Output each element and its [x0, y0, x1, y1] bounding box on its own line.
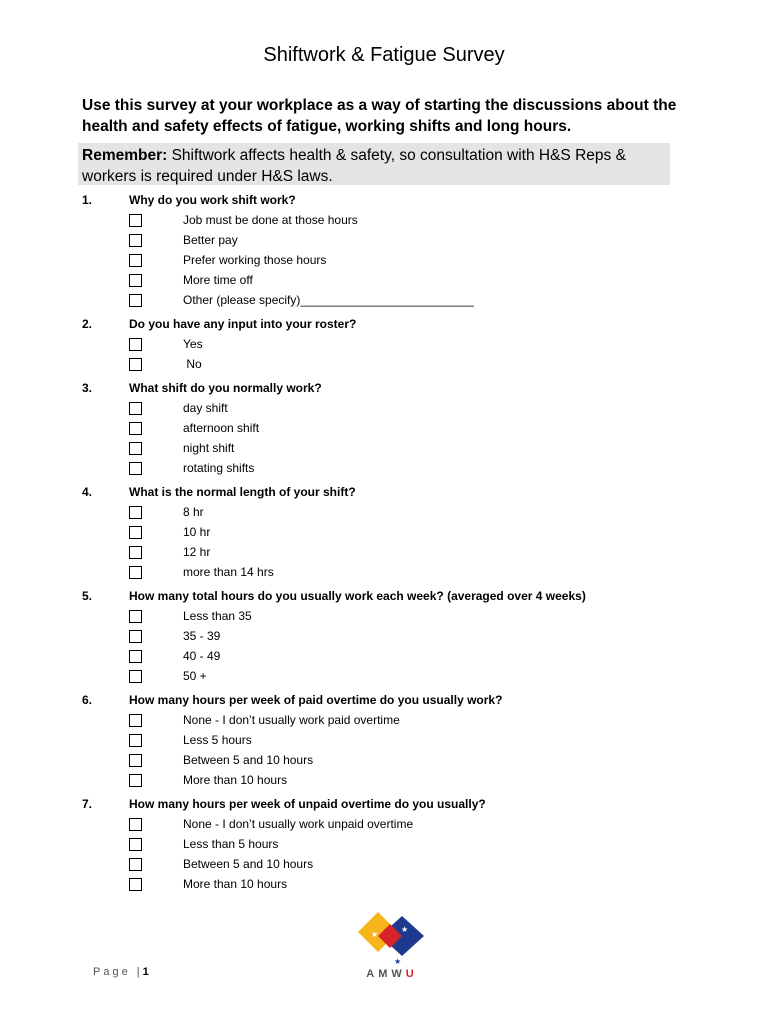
option-checkbox[interactable]	[129, 442, 142, 455]
option-label: Between 5 and 10 hours	[183, 857, 314, 871]
question-text: How many hours per week of unpaid overtime do you usually?	[129, 797, 486, 811]
question-heading	[82, 794, 702, 814]
question-list	[82, 190, 702, 898]
question-1	[82, 190, 702, 310]
option-row	[82, 626, 702, 646]
option-checkbox[interactable]	[129, 878, 142, 891]
option-checkbox[interactable]	[129, 670, 142, 683]
question-4	[82, 482, 702, 582]
question-text: Do you have any input into your roster?	[129, 317, 357, 331]
option-checkbox[interactable]	[129, 714, 142, 727]
option-row	[82, 666, 702, 686]
option-label: No	[183, 357, 202, 371]
option-checkbox[interactable]	[129, 338, 142, 351]
option-label: Between 5 and 10 hours	[183, 753, 314, 767]
option-checkbox[interactable]	[129, 566, 142, 579]
option-label: 50 +	[183, 669, 207, 683]
option-checkbox[interactable]	[129, 254, 142, 267]
page-footer	[93, 966, 149, 978]
logo-star-3: ★	[394, 957, 402, 966]
question-heading	[82, 190, 702, 210]
option-label: day shift	[183, 401, 228, 415]
question-heading	[82, 690, 702, 710]
option-label: Less 5 hours	[183, 733, 252, 747]
option-row	[82, 874, 702, 894]
option-row	[82, 458, 702, 478]
option-label: 10 hr	[183, 525, 211, 539]
option-checkbox[interactable]	[129, 610, 142, 623]
remember-note	[78, 143, 670, 185]
option-row	[82, 290, 702, 310]
question-number: 4.	[82, 485, 93, 499]
option-label: Job must be done at those hours	[183, 213, 358, 227]
remember-text: Shiftwork affects health & safety, so consultation with H&S Reps & workers is required under H&S laws.	[82, 147, 626, 185]
remember-label: Remember:	[82, 147, 168, 164]
option-checkbox[interactable]	[129, 754, 142, 767]
option-label: More than 10 hours	[183, 773, 288, 787]
logo-letters: AMW	[366, 968, 406, 980]
option-checkbox[interactable]	[129, 274, 142, 287]
option-label: Less than 5 hours	[183, 837, 279, 851]
question-number: 2.	[82, 317, 93, 331]
option-row	[82, 210, 702, 230]
option-label: 35 - 39	[183, 629, 221, 643]
option-label: Prefer working those hours	[183, 253, 327, 267]
question-number: 5.	[82, 589, 93, 603]
option-checkbox[interactable]	[129, 838, 142, 851]
question-5	[82, 586, 702, 686]
option-row	[82, 418, 702, 438]
option-checkbox[interactable]	[129, 234, 142, 247]
question-heading	[82, 378, 702, 398]
option-checkbox[interactable]	[129, 774, 142, 787]
question-number: 3.	[82, 381, 93, 395]
option-checkbox[interactable]	[129, 402, 142, 415]
option-checkbox[interactable]	[129, 462, 142, 475]
logo-star-1: ★	[371, 930, 379, 939]
option-label: Other (please specify)__________________________	[183, 293, 474, 307]
question-3	[82, 378, 702, 478]
option-row	[82, 542, 702, 562]
page-number: 1	[142, 966, 149, 978]
option-label: 8 hr	[183, 505, 204, 519]
option-row	[82, 334, 702, 354]
option-checkbox[interactable]	[129, 818, 142, 831]
option-row	[82, 562, 702, 582]
option-checkbox[interactable]	[129, 506, 142, 519]
question-number: 7.	[82, 797, 93, 811]
option-checkbox[interactable]	[129, 630, 142, 643]
option-checkbox[interactable]	[129, 214, 142, 227]
question-text: Why do you work shift work?	[129, 193, 296, 207]
option-label: More than 10 hours	[183, 877, 288, 891]
option-label: Less than 35	[183, 609, 252, 623]
option-row	[82, 750, 702, 770]
option-row	[82, 770, 702, 790]
option-label: More time off	[183, 273, 253, 287]
option-label: Better pay	[183, 233, 238, 247]
option-row	[82, 834, 702, 854]
option-row	[82, 230, 702, 250]
option-row	[82, 438, 702, 458]
logo-star-2: ★	[401, 925, 409, 934]
option-row	[82, 730, 702, 750]
option-row	[82, 270, 702, 290]
option-checkbox[interactable]	[129, 858, 142, 871]
question-number: 6.	[82, 693, 93, 707]
option-label: None - I don’t usually work unpaid overtime	[183, 817, 414, 831]
option-checkbox[interactable]	[129, 526, 142, 539]
logo-last-letter: U	[405, 968, 418, 980]
question-text: How many total hours do you usually work each week? (averaged over 4 weeks)	[129, 589, 586, 603]
question-7	[82, 794, 702, 894]
logo-text	[362, 968, 422, 980]
question-text: What is the normal length of your shift?	[129, 485, 356, 499]
option-label: more than 14 hrs	[183, 565, 274, 579]
intro-text: Use this survey at your workplace as a way of starting the discussions about the health and safety effects of fatigue, working shifts and long hours.	[82, 97, 677, 135]
option-checkbox[interactable]	[129, 294, 142, 307]
question-text: How many hours per week of paid overtime do you usually work?	[129, 693, 503, 707]
option-label: afternoon shift	[183, 421, 260, 435]
option-row	[82, 522, 702, 542]
option-checkbox[interactable]	[129, 546, 142, 559]
option-label: night shift	[183, 441, 235, 455]
question-2	[82, 314, 702, 374]
option-label: None - I don’t usually work paid overtime	[183, 713, 400, 727]
option-label: Yes	[183, 337, 203, 351]
option-checkbox[interactable]	[129, 734, 142, 747]
option-row	[82, 854, 702, 874]
question-number: 1.	[82, 193, 93, 207]
option-row	[82, 606, 702, 626]
question-heading	[82, 314, 702, 334]
option-label: rotating shifts	[183, 461, 255, 475]
option-row	[82, 502, 702, 522]
option-row	[82, 646, 702, 666]
question-heading	[82, 586, 702, 606]
option-checkbox[interactable]	[129, 422, 142, 435]
page-title: Shiftwork & Fatigue Survey	[263, 44, 505, 66]
option-row	[82, 398, 702, 418]
option-row	[82, 814, 702, 834]
option-row	[82, 710, 702, 730]
option-label: 40 - 49	[183, 649, 221, 663]
page-label: Page |	[93, 966, 143, 978]
option-checkbox[interactable]	[129, 650, 142, 663]
option-label: 12 hr	[183, 545, 211, 559]
option-row	[82, 354, 702, 374]
question-heading	[82, 482, 702, 502]
option-row	[82, 250, 702, 270]
question-text: What shift do you normally work?	[129, 381, 322, 395]
option-checkbox[interactable]	[129, 358, 142, 371]
question-6	[82, 690, 702, 790]
